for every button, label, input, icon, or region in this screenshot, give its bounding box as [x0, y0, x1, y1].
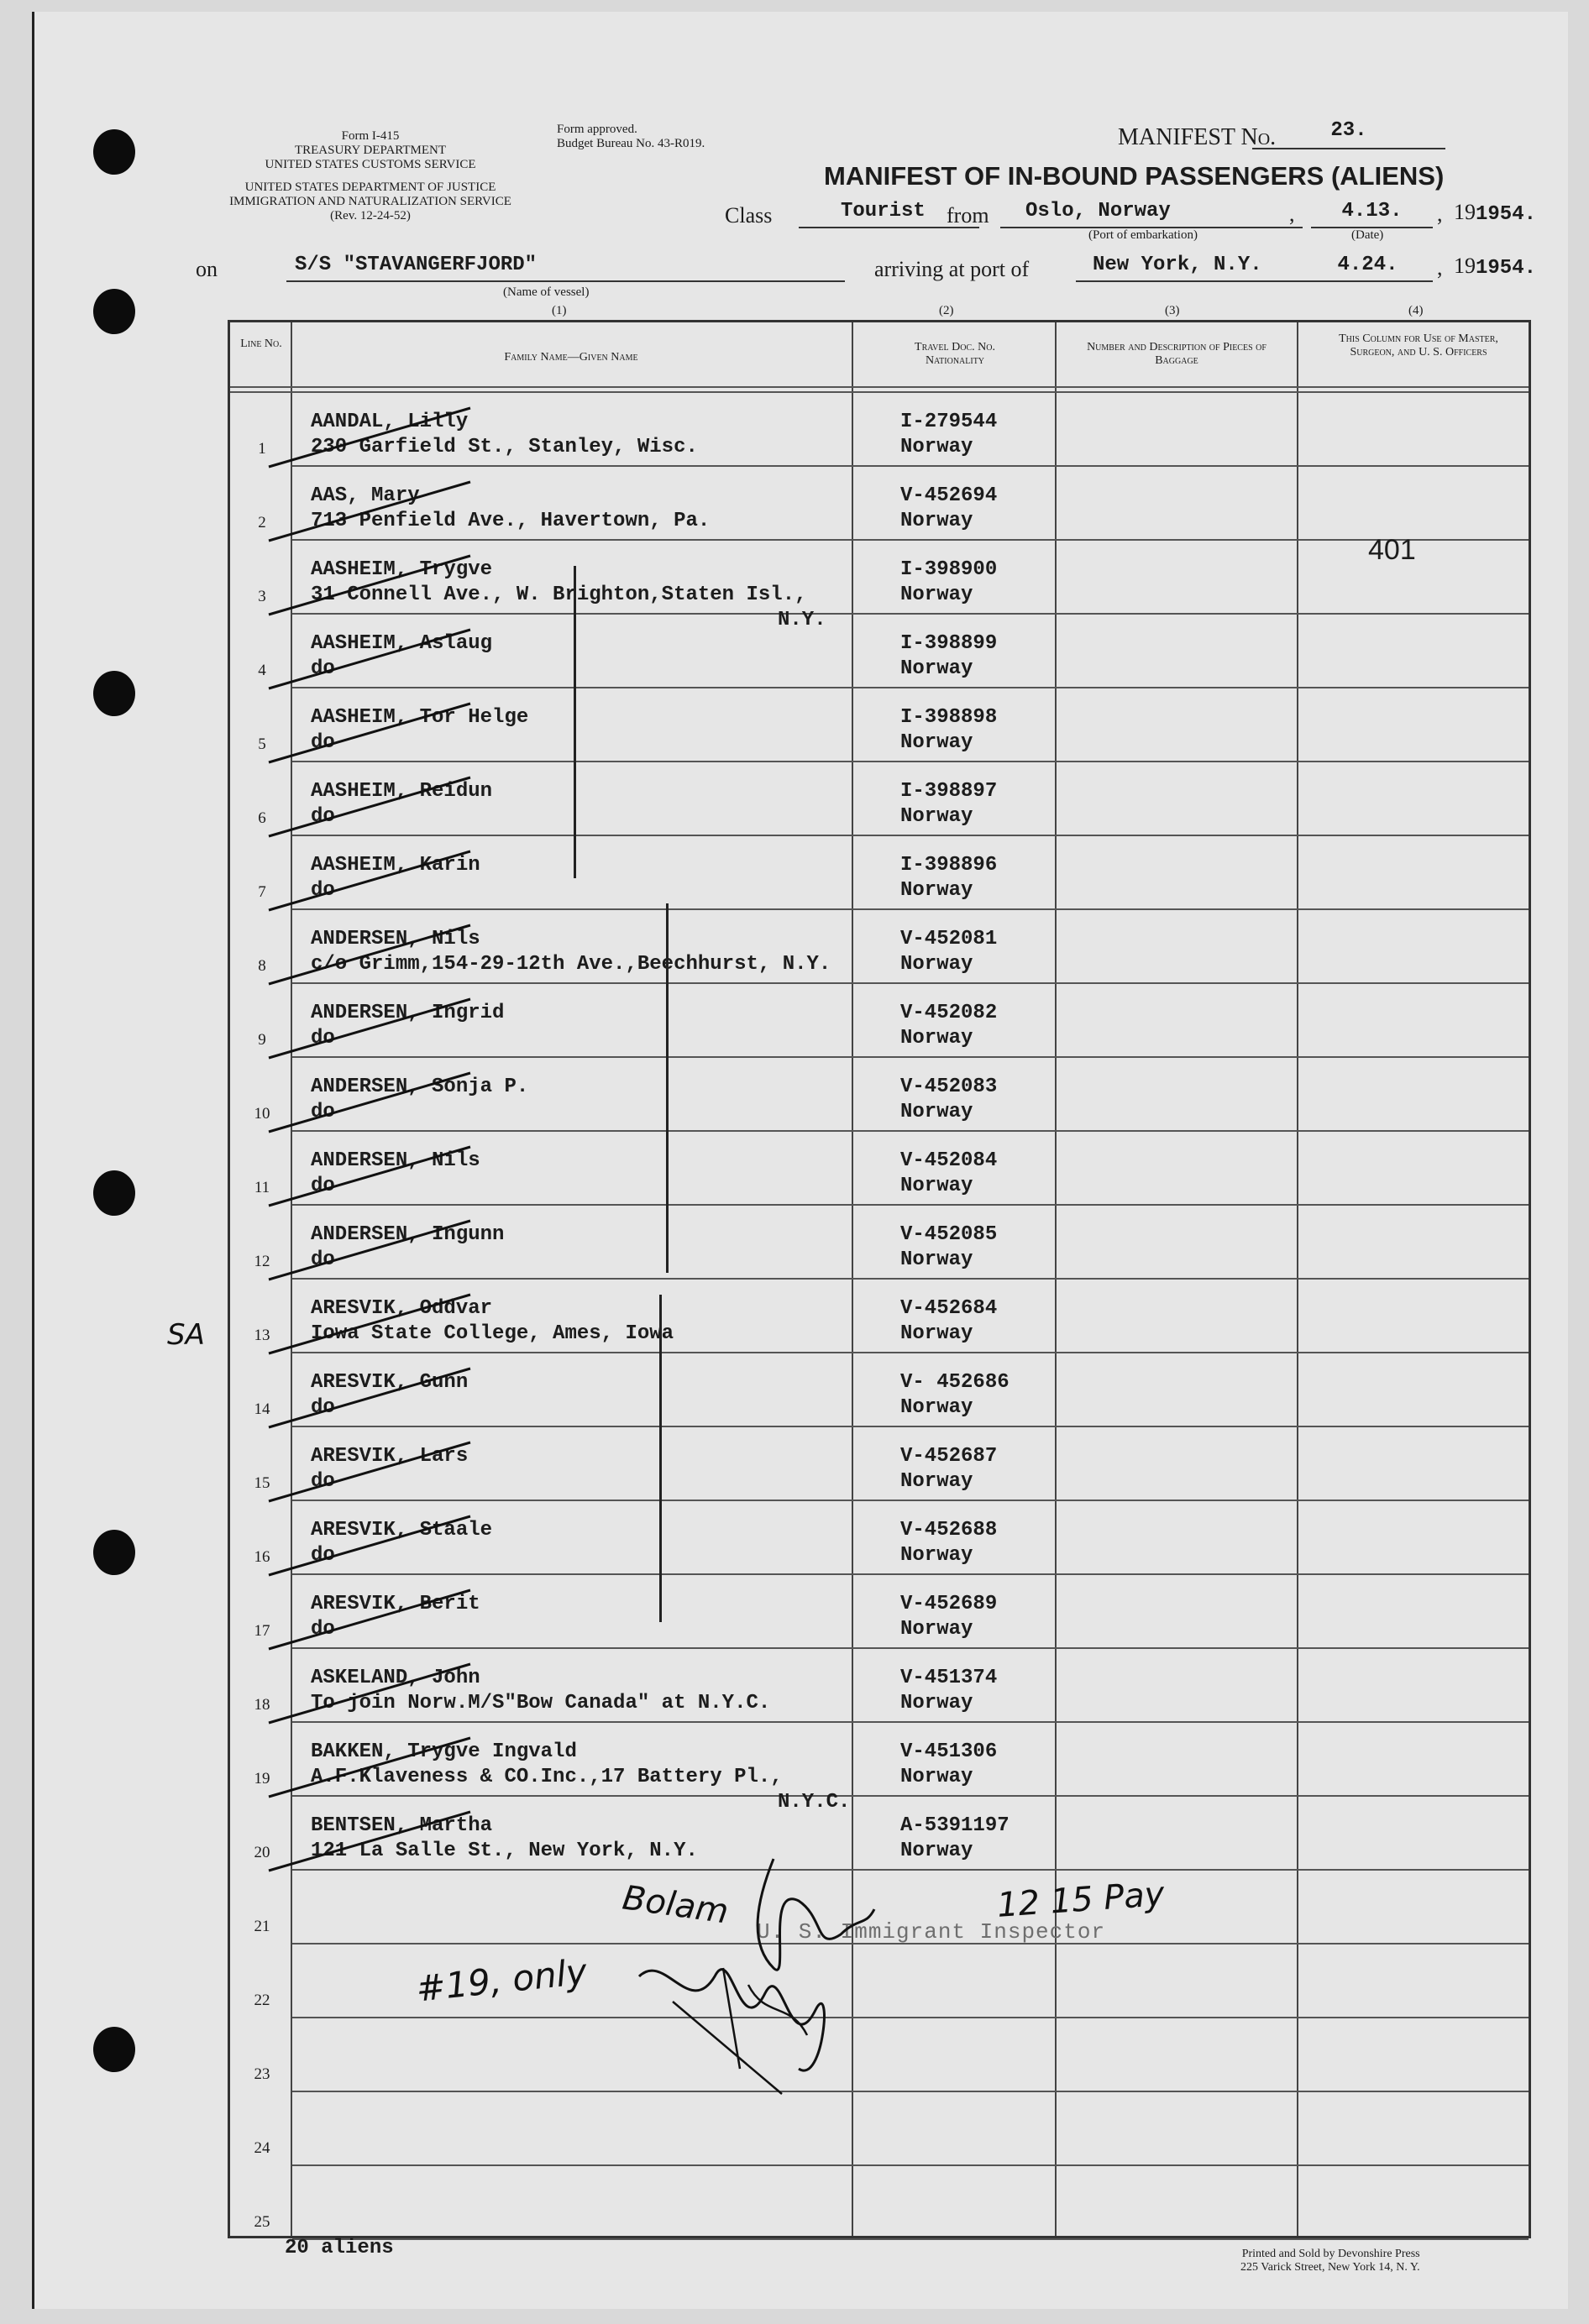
- passenger-name: AANDAL, Lilly: [311, 411, 469, 433]
- arrival-date: 4.24.: [1303, 254, 1433, 282]
- vessel-caption: (Name of vessel): [503, 285, 590, 299]
- col-number-2: (2): [939, 304, 954, 317]
- inspector-stamp: U. S. Immigrant Inspector: [757, 1919, 1106, 1945]
- line-number: 11: [254, 1179, 270, 1196]
- passenger-name: ARESVIK, Gunn: [311, 1371, 469, 1394]
- check-stroke: [260, 917, 479, 992]
- binder-hole: [93, 1530, 135, 1575]
- passenger-name: AASHEIM, Reidun: [311, 780, 493, 803]
- passenger-name: AASHEIM, Karin: [311, 854, 480, 877]
- line-number: 14: [254, 1400, 270, 1418]
- passenger-address-cont: N.Y.C.: [778, 1791, 851, 1814]
- check-stroke: [260, 843, 479, 919]
- passenger-address: do: [311, 1544, 335, 1567]
- treasury-label: TREASURY DEPARTMENT: [294, 144, 447, 157]
- from-label: from: [947, 203, 989, 228]
- travel-doc-number: I-398899: [900, 632, 998, 655]
- check-stroke: [260, 474, 479, 549]
- officers-header: This Column for Use of Master, Surgeon, and U. S. Officers: [1339, 332, 1498, 359]
- travel-doc-number: A-5391197: [900, 1814, 1010, 1837]
- line-number: 20: [254, 1844, 270, 1861]
- passenger-name: AAS, Mary: [311, 484, 420, 507]
- check-stroke: [260, 1360, 479, 1436]
- line-number: 22: [254, 1992, 270, 2009]
- nationality: Norway: [900, 657, 973, 680]
- customs-label: UNITED STATES CUSTOMS SERVICE: [265, 158, 476, 171]
- inspector-signature: [572, 1850, 925, 2102]
- passenger-address: do: [311, 879, 335, 902]
- passenger-row: [230, 1130, 1529, 1204]
- class-value: Tourist: [799, 200, 979, 228]
- passenger-name: ANDERSEN, Nils: [311, 1149, 480, 1172]
- travel-doc-number: I-398898: [900, 706, 998, 729]
- passenger-name: ARESVIK, Staale: [311, 1519, 493, 1541]
- col-number-4: (4): [1408, 304, 1424, 317]
- line-number: 9: [258, 1031, 266, 1049]
- line-number: 16: [254, 1548, 270, 1566]
- passenger-address: c/o Grimm,154-29-12th Ave.,Beechhurst, N.Y.: [311, 953, 831, 976]
- travel-doc-number: I-398900: [900, 558, 998, 581]
- nationality: Norway: [900, 1101, 973, 1123]
- passenger-row: [230, 1647, 1529, 1721]
- passenger-address: 230 Garfield St., Stanley, Wisc.: [311, 436, 698, 458]
- passenger-row: [230, 613, 1529, 687]
- line-number: 15: [254, 1474, 270, 1492]
- line-number: 1: [258, 440, 266, 458]
- check-stroke: [260, 621, 479, 697]
- nationality: Norway: [900, 805, 973, 828]
- budget-number: Budget Bureau No. 43-R019.: [557, 137, 705, 150]
- binder-hole: [93, 289, 135, 334]
- printer-line-2: 225 Varick Street, New York 14, N. Y.: [1240, 2261, 1420, 2274]
- baggage-header: Number and Description of Pieces of Baggage: [1087, 341, 1266, 367]
- line-number: 8: [258, 957, 266, 975]
- manifest-no-label: MANIFEST No.: [1118, 124, 1277, 150]
- nationality: Norway: [900, 584, 973, 606]
- line-number: 21: [254, 1918, 270, 1935]
- family-bracket: [666, 903, 669, 1273]
- passenger-row: [230, 1500, 1529, 1573]
- passenger-row: [230, 1352, 1529, 1426]
- travel-doc-number: V-452085: [900, 1223, 998, 1246]
- travel-doc-number: V-452684: [900, 1297, 998, 1320]
- check-stroke: [260, 1138, 479, 1214]
- margin-mark: SA: [167, 1318, 205, 1352]
- passenger-row: [230, 835, 1529, 908]
- travel-doc-header: Travel Doc. No. Nationality: [915, 341, 995, 367]
- nationality: Norway: [900, 879, 973, 902]
- passenger-row: [230, 539, 1529, 631]
- passenger-address-cont: N.Y.: [778, 609, 826, 631]
- date-caption: (Date): [1351, 228, 1384, 242]
- handwritten-note: Bolam: [620, 1878, 732, 1932]
- passenger-name: BENTSEN, Martha: [311, 1814, 493, 1837]
- passenger-row: [230, 1721, 1529, 1814]
- check-stroke: [260, 1434, 479, 1510]
- name-header: Family Name—Given Name: [504, 351, 638, 364]
- nationality: Norway: [900, 1396, 973, 1419]
- travel-doc-number: V-452082: [900, 1002, 998, 1024]
- line-number: 12: [254, 1253, 270, 1270]
- passenger-address: To join Norw.M/S"Bow Canada" at N.Y.C.: [311, 1692, 771, 1714]
- printer-info: [1240, 2248, 1420, 2274]
- passenger-address: do: [311, 1470, 335, 1493]
- passenger-address: A.F.Klaveness & CO.Inc.,17 Battery Pl.,: [311, 1766, 783, 1788]
- manifest-number: 23.: [1252, 119, 1445, 149]
- nationality: Norway: [900, 1470, 973, 1493]
- nationality: Norway: [900, 1840, 973, 1862]
- passenger-name: BAKKEN, Trygve Ingvald: [311, 1740, 577, 1763]
- passenger-address: do: [311, 1101, 335, 1123]
- row-rule: [292, 2238, 1529, 2240]
- printer-line-1: Printed and Sold by Devonshire Press: [1241, 2248, 1420, 2260]
- passenger-row: [230, 391, 1529, 465]
- check-stroke: [260, 1212, 479, 1288]
- line-number: 17: [254, 1622, 270, 1640]
- travel-doc-number: V-452084: [900, 1149, 998, 1172]
- revision-label: (Rev. 12-24-52): [330, 209, 411, 222]
- handwritten-page: 12 15 Pay: [995, 1875, 1166, 1925]
- travel-doc-number: V-451306: [900, 1740, 998, 1763]
- form-id-block: [223, 129, 517, 223]
- passenger-address: 31 Connell Ave., W. Brighton,Staten Isl.,: [311, 584, 807, 606]
- passenger-address: do: [311, 1618, 335, 1641]
- passenger-name: AASHEIM, Aslaug: [311, 632, 493, 655]
- passenger-row: [230, 908, 1529, 982]
- line-no-header: Line No.: [240, 338, 282, 350]
- line-number: 25: [254, 2213, 270, 2231]
- row-rule: [292, 2164, 1529, 2166]
- departure-date: 4.13.: [1311, 200, 1433, 228]
- nationality: Norway: [900, 1248, 973, 1271]
- passenger-name: AASHEIM, Tor Helge: [311, 706, 529, 729]
- passenger-name: ARESVIK, Lars: [311, 1445, 469, 1468]
- travel-doc-number: V-452083: [900, 1076, 998, 1098]
- class-label: Class: [725, 203, 773, 228]
- passenger-row: [230, 1426, 1529, 1500]
- check-stroke: [260, 991, 479, 1066]
- nationality: Norway: [900, 731, 973, 754]
- col-number-1: (1): [552, 304, 567, 317]
- passenger-row: [230, 1056, 1529, 1130]
- comma: ,: [1289, 202, 1295, 226]
- check-stroke: [260, 1065, 479, 1140]
- travel-doc-number: V-452689: [900, 1593, 998, 1615]
- passenger-name: ANDERSEN, Ingunn: [311, 1223, 505, 1246]
- arrival-port: New York, N.Y.: [1076, 254, 1303, 282]
- manifest-page: [32, 12, 1568, 2309]
- travel-doc-number: I-398896: [900, 854, 998, 877]
- comma: ,: [1437, 255, 1443, 280]
- passenger-row: [230, 1573, 1529, 1647]
- col-number-3: (3): [1165, 304, 1180, 317]
- line-number: 3: [258, 588, 266, 605]
- on-label: on: [196, 257, 218, 281]
- family-bracket: [659, 1295, 662, 1622]
- line-number: 5: [258, 735, 266, 753]
- line-number: 10: [254, 1105, 270, 1123]
- check-stroke: [260, 769, 479, 845]
- line-number: 19: [254, 1770, 270, 1787]
- passenger-name: ANDERSEN, Nils: [311, 928, 480, 950]
- nationality: Norway: [900, 1766, 973, 1788]
- embark-port: Oslo, Norway: [1000, 200, 1303, 228]
- passenger-address: do: [311, 1248, 335, 1271]
- nationality: Norway: [900, 1692, 973, 1714]
- family-bracket: [574, 566, 576, 878]
- form-number: Form I-415: [341, 129, 400, 143]
- travel-doc-number: I-398897: [900, 780, 998, 803]
- check-stroke: [260, 1656, 479, 1731]
- manifest-title: MANIFEST OF IN-BOUND PASSENGERS (ALIENS): [824, 161, 1445, 191]
- comma: ,: [1437, 202, 1443, 226]
- nationality: Norway: [900, 510, 973, 532]
- line-number: 23: [254, 2065, 270, 2083]
- travel-doc-number: V-451374: [900, 1667, 998, 1689]
- check-stroke: [260, 1508, 479, 1583]
- approval-block: [557, 123, 705, 151]
- passenger-row: [230, 465, 1529, 539]
- line-number: 24: [254, 2139, 270, 2157]
- passenger-row: [230, 687, 1529, 761]
- nationality: Norway: [900, 436, 973, 458]
- binder-hole: [93, 1170, 135, 1216]
- passenger-name: ASKELAND, John: [311, 1667, 480, 1689]
- departure-year: 191954.: [1454, 200, 1537, 226]
- line-number: 2: [258, 514, 266, 531]
- passenger-row: [230, 761, 1529, 835]
- nationality: Norway: [900, 953, 973, 976]
- vessel-name: S/S "STAVANGERFJORD": [286, 254, 845, 282]
- passenger-address: 713 Penfield Ave., Havertown, Pa.: [311, 510, 711, 532]
- port-caption: (Port of embarkation): [1088, 228, 1198, 242]
- passenger-name: ARESVIK, Oddvar: [311, 1297, 493, 1320]
- passenger-address: 121 La Salle St., New York, N.Y.: [311, 1840, 698, 1862]
- binder-hole: [93, 671, 135, 716]
- passenger-address: do: [311, 1175, 335, 1197]
- passenger-name: ANDERSEN, Sonja P.: [311, 1076, 529, 1098]
- passenger-address: do: [311, 1027, 335, 1049]
- passenger-name: AASHEIM, Trygve: [311, 558, 493, 581]
- nationality: Norway: [900, 1322, 973, 1345]
- nationality: Norway: [900, 1175, 973, 1197]
- check-stroke: [260, 400, 479, 475]
- passenger-address: do: [311, 657, 335, 680]
- passenger-name: ARESVIK, Berit: [311, 1593, 480, 1615]
- binder-hole: [93, 2027, 135, 2072]
- travel-doc-number: V-452688: [900, 1519, 998, 1541]
- passenger-address: Iowa State College, Ames, Iowa: [311, 1322, 674, 1345]
- travel-doc-number: V- 452686: [900, 1371, 1010, 1394]
- passenger-address: do: [311, 731, 335, 754]
- passenger-name: ANDERSEN, Ingrid: [311, 1002, 505, 1024]
- arriving-label: arriving at port of: [874, 257, 1030, 281]
- travel-doc-number: V-452694: [900, 484, 998, 507]
- check-stroke: [260, 1286, 479, 1362]
- line-number: 13: [254, 1327, 270, 1344]
- handwritten-count: #19, only: [413, 1950, 590, 2010]
- form-approved: Form approved.: [557, 123, 637, 136]
- passenger-address: do: [311, 1396, 335, 1419]
- ins-label: IMMIGRATION AND NATURALIZATION SERVICE: [229, 195, 511, 208]
- check-stroke: [260, 547, 479, 623]
- arrival-year: 191954.: [1454, 254, 1537, 280]
- check-stroke: [260, 1730, 479, 1805]
- line-number: 18: [254, 1696, 270, 1714]
- travel-doc-number: V-452687: [900, 1445, 998, 1468]
- passenger-address: do: [311, 805, 335, 828]
- check-stroke: [260, 1582, 479, 1657]
- officer-number: 401: [1368, 534, 1416, 566]
- travel-doc-number: V-452081: [900, 928, 998, 950]
- nationality: Norway: [900, 1618, 973, 1641]
- binder-hole: [93, 129, 135, 175]
- nationality: Norway: [900, 1027, 973, 1049]
- line-number: 7: [258, 883, 266, 901]
- travel-doc-number: I-279544: [900, 411, 998, 433]
- justice-label: UNITED STATES DEPARTMENT OF JUSTICE: [244, 181, 496, 194]
- passenger-row: [230, 1204, 1529, 1278]
- header-rule: [230, 386, 1529, 388]
- passenger-row: [230, 1278, 1529, 1352]
- nationality: Norway: [900, 1544, 973, 1567]
- line-number: 6: [258, 809, 266, 827]
- passenger-row: [230, 982, 1529, 1056]
- check-stroke: [260, 1803, 479, 1879]
- line-number: 4: [258, 662, 266, 679]
- alien-total: 20 aliens: [285, 2237, 394, 2259]
- check-stroke: [260, 695, 479, 771]
